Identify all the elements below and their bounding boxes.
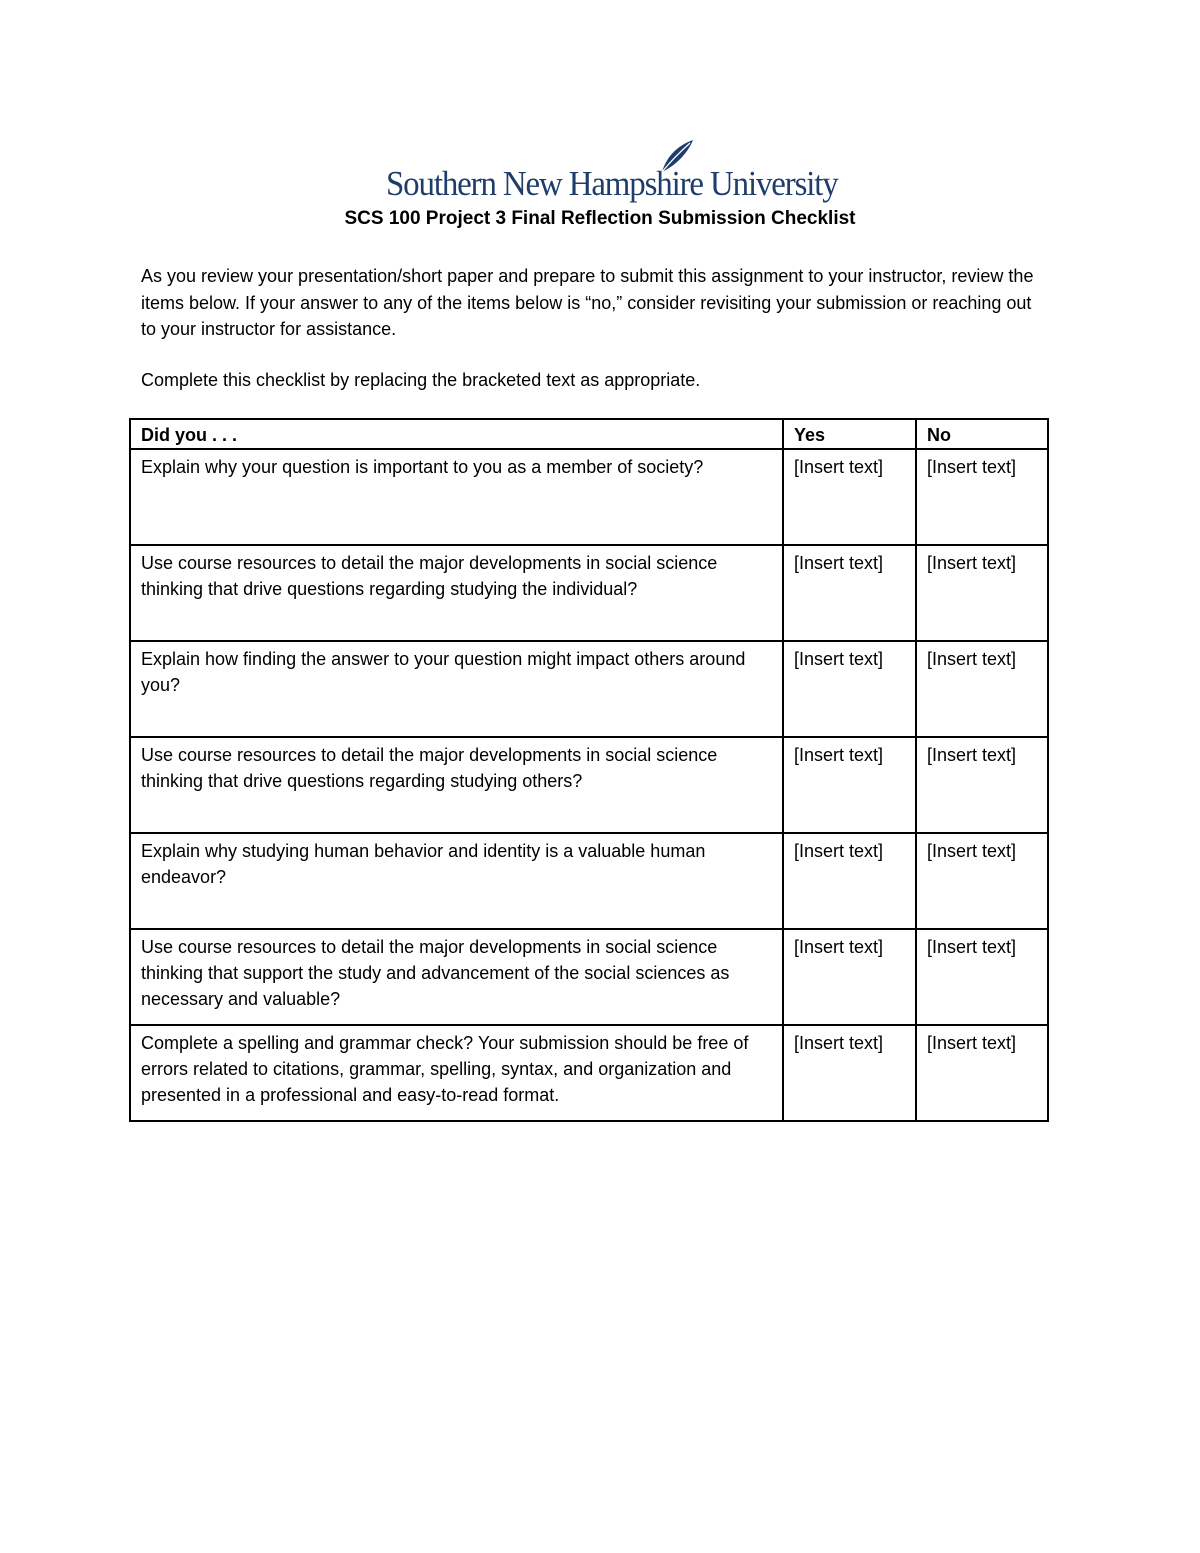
no-cell[interactable]: [Insert text]	[916, 737, 1048, 833]
yes-cell[interactable]: [Insert text]	[783, 929, 916, 1025]
checklist-table	[129, 418, 1049, 1122]
yes-cell[interactable]: [Insert text]	[783, 833, 916, 929]
no-cell[interactable]: [Insert text]	[916, 1025, 1048, 1121]
no-cell[interactable]: [Insert text]	[916, 929, 1048, 1025]
checklist-item: Complete a spelling and grammar check? Your submission should be free of errors related to citations, grammar, spelling, syntax, and organization and presented in a professional and easy-to-read format.	[130, 1025, 783, 1121]
university-logo	[386, 138, 838, 208]
logo-text: Southern New Hampshire University	[386, 164, 838, 203]
checklist-item: Use course resources to detail the major developments in social science thinking that drive questions regarding studying others?	[130, 737, 783, 833]
table-row	[130, 1025, 1048, 1121]
intro-paragraph: As you review your presentation/short paper and prepare to submit this assignment to your instructor, review the items below. If your answer to any of the items below is “no,” consider revisiting your submission or reaching out to your instructor for assistance.	[141, 266, 1034, 339]
no-cell[interactable]: [Insert text]	[916, 545, 1048, 641]
yes-cell[interactable]: [Insert text]	[783, 1025, 916, 1121]
table-row	[130, 833, 1048, 929]
checklist-item: Explain why studying human behavior and identity is a valuable human endeavor?	[130, 833, 783, 929]
yes-cell[interactable]: [Insert text]	[783, 545, 916, 641]
header-no: No	[916, 419, 1048, 449]
table-row	[130, 929, 1048, 1025]
table-row	[130, 641, 1048, 737]
checklist-item: Use course resources to detail the major developments in social science thinking that support the study and advancement of the social sciences as necessary and valuable?	[130, 929, 783, 1025]
checklist-item: Explain how finding the answer to your question might impact others around you?	[130, 641, 783, 737]
no-cell[interactable]: [Insert text]	[916, 833, 1048, 929]
yes-cell[interactable]: [Insert text]	[783, 449, 916, 545]
header-yes: Yes	[783, 419, 916, 449]
checklist-item: Explain why your question is important to you as a member of society?	[130, 449, 783, 545]
table-row	[130, 449, 1048, 545]
table-header-row	[130, 419, 1048, 449]
page-title: SCS 100 Project 3 Final Reflection Submission Checklist	[344, 208, 856, 229]
instruction-paragraph: Complete this checklist by replacing the bracketed text as appropriate.	[141, 370, 701, 390]
checklist-item: Use course resources to detail the major developments in social science thinking that drive questions regarding studying the individual?	[130, 545, 783, 641]
no-cell[interactable]: [Insert text]	[916, 641, 1048, 737]
header-did-you: Did you . . .	[130, 419, 783, 449]
table-row	[130, 545, 1048, 641]
table-row	[130, 737, 1048, 833]
yes-cell[interactable]: [Insert text]	[783, 737, 916, 833]
no-cell[interactable]: [Insert text]	[916, 449, 1048, 545]
yes-cell[interactable]: [Insert text]	[783, 641, 916, 737]
